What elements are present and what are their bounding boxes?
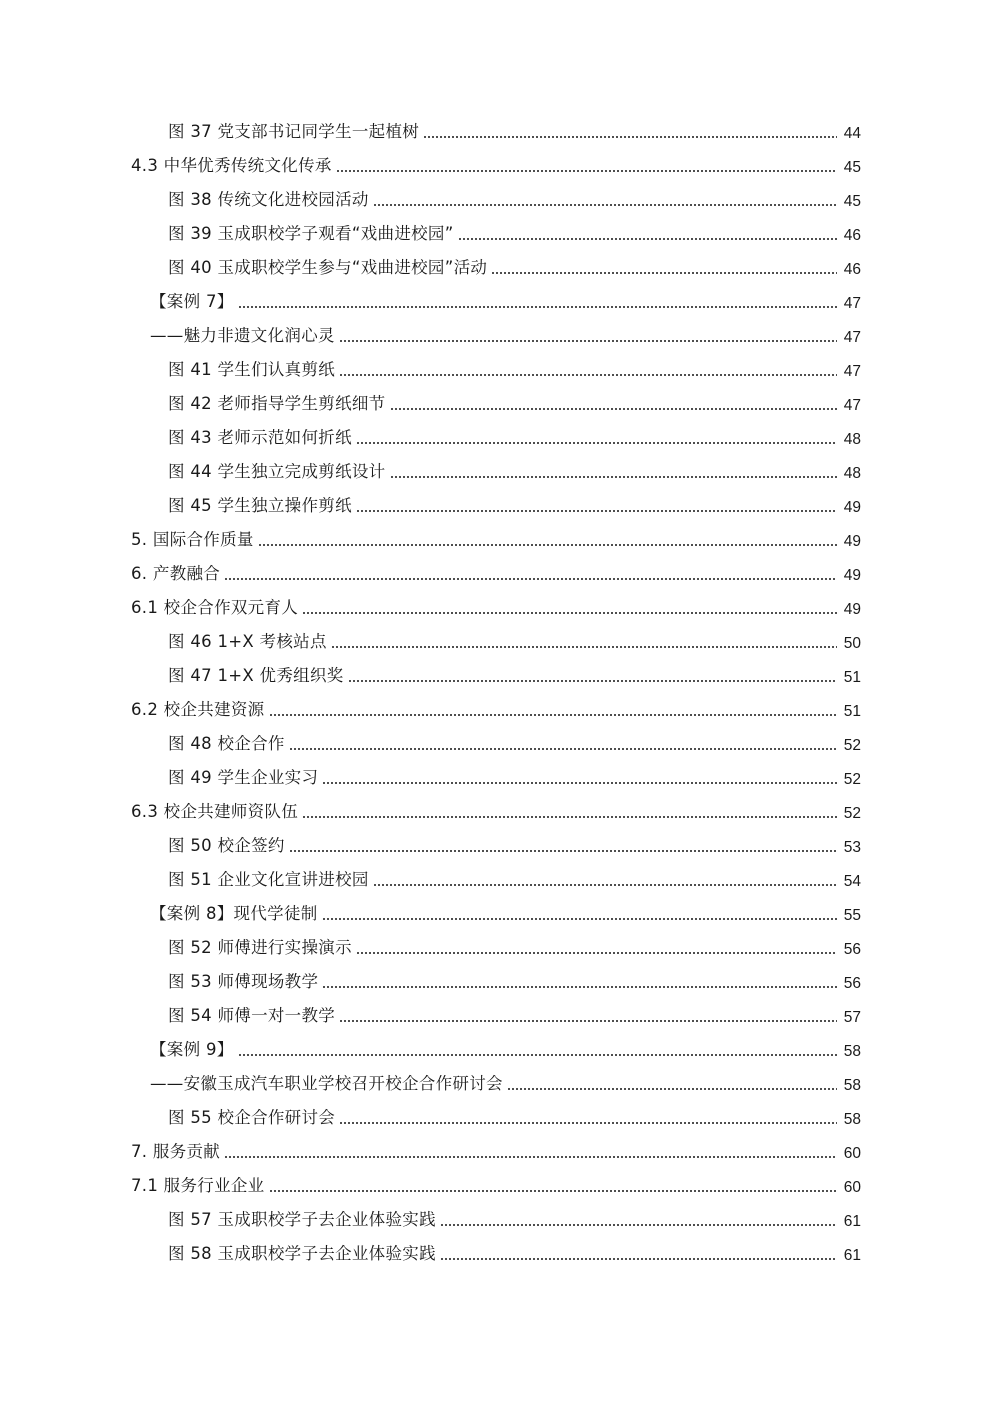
toc-entry[interactable] (150, 286, 861, 312)
toc-entry-page: 45 (843, 193, 861, 210)
toc-entry[interactable] (131, 796, 861, 822)
toc-entry[interactable] (131, 694, 861, 720)
toc-entry-title: 图 41 学生们认真剪纸 (168, 360, 336, 379)
toc-leader-dots (356, 441, 837, 445)
toc-entry-title: 图 44 学生独立完成剪纸设计 (168, 462, 386, 481)
toc-entry-title: 图 51 企业文化宣讲进校园 (168, 870, 369, 889)
toc-entry-title: 图 37 党支部书记同学生一起植树 (168, 122, 420, 141)
toc-entry-title: 图 58 玉成职校学子去企业体验实践 (168, 1244, 436, 1263)
toc-leader-dots (336, 169, 837, 173)
toc-leader-dots (238, 1053, 837, 1057)
toc-entry[interactable] (168, 626, 861, 652)
toc-leader-dots (373, 203, 837, 207)
toc-entry-page: 52 (843, 805, 861, 822)
toc-entry-title: 6.3 校企共建师资队伍 (131, 802, 299, 821)
toc-leader-dots (339, 1121, 837, 1125)
toc-entry-title: 4.3 中华优秀传统文化传承 (131, 156, 332, 175)
toc-leader-dots (224, 577, 837, 581)
toc-leader-dots (356, 951, 837, 955)
toc-leader-dots (339, 373, 837, 377)
toc-leader-dots (238, 305, 837, 309)
toc-leader-dots (373, 883, 837, 887)
toc-entry[interactable] (150, 320, 861, 346)
toc-entry[interactable] (168, 116, 861, 142)
toc-leader-dots (258, 543, 837, 547)
toc-entry[interactable] (131, 592, 861, 618)
toc-leader-dots (302, 815, 837, 819)
toc-leader-dots (440, 1223, 837, 1227)
toc-entry-page: 52 (843, 771, 861, 788)
toc-entry-title: 6.2 校企共建资源 (131, 700, 265, 719)
toc-entry-page: 46 (843, 261, 861, 278)
toc-entry[interactable] (168, 762, 861, 788)
toc-entry-page: 49 (843, 601, 861, 618)
toc-entry[interactable] (168, 728, 861, 754)
toc-entry-page: 53 (843, 839, 861, 856)
toc-leader-dots (331, 645, 837, 649)
toc-entry-title: 6.1 校企合作双元育人 (131, 598, 299, 617)
toc-entry-page: 47 (843, 397, 861, 414)
toc-entry-page: 52 (843, 737, 861, 754)
toc-entry-title: ——魅力非遗文化润心灵 (150, 326, 335, 345)
toc-entry[interactable] (168, 1238, 861, 1264)
toc-entry-title: 图 57 玉成职校学子去企业体验实践 (168, 1210, 436, 1229)
toc-entry-page: 58 (843, 1111, 861, 1128)
toc-leader-dots (289, 849, 837, 853)
toc-entry-page: 58 (843, 1043, 861, 1060)
toc-entry[interactable] (131, 150, 861, 176)
toc-entry-title: 【案例 8】现代学徒制 (150, 904, 318, 923)
toc-entry[interactable] (168, 830, 861, 856)
toc-entry[interactable] (168, 660, 861, 686)
toc-entry-title: 5. 国际合作质量 (131, 530, 254, 549)
toc-entry-page: 60 (843, 1179, 861, 1196)
toc-entry-page: 61 (843, 1213, 861, 1230)
toc-entry[interactable] (131, 1170, 861, 1196)
toc-leader-dots (289, 747, 837, 751)
toc-entry[interactable] (168, 1000, 861, 1026)
toc-entry-page: 47 (843, 363, 861, 380)
toc-entry[interactable] (168, 252, 861, 278)
toc-entry-page: 49 (843, 499, 861, 516)
toc-entry-page: 51 (843, 703, 861, 720)
toc-entry[interactable] (168, 1204, 861, 1230)
toc-leader-dots (322, 917, 837, 921)
toc-entry-title: 图 38 传统文化进校园活动 (168, 190, 369, 209)
toc-entry-title: 图 46 1+X 考核站点 (168, 632, 327, 651)
toc-leader-dots (507, 1087, 837, 1091)
toc-entry-title: 7.1 服务行业企业 (131, 1176, 265, 1195)
toc-leader-dots (491, 271, 837, 275)
toc-entry[interactable] (168, 184, 861, 210)
toc-entry[interactable] (150, 1068, 861, 1094)
toc-entry[interactable] (150, 898, 861, 924)
toc-entry-page: 47 (843, 295, 861, 312)
toc-leader-dots (322, 985, 837, 989)
toc-entry-page: 47 (843, 329, 861, 346)
toc-entry[interactable] (168, 490, 861, 516)
toc-leader-dots (390, 407, 838, 411)
toc-entry-page: 48 (843, 431, 861, 448)
toc-entry-title: 图 52 师傅进行实操演示 (168, 938, 352, 957)
toc-entry[interactable] (168, 456, 861, 482)
toc-leader-dots (269, 713, 838, 717)
toc-entry-title: 图 49 学生企业实习 (168, 768, 319, 787)
toc-entry-title: 图 42 老师指导学生剪纸细节 (168, 394, 386, 413)
toc-entry-page: 50 (843, 635, 861, 652)
toc-entry-page: 49 (843, 533, 861, 550)
toc-leader-dots (322, 781, 837, 785)
toc-entry-page: 44 (843, 125, 861, 142)
toc-entry-title: 图 47 1+X 优秀组织奖 (168, 666, 344, 685)
toc-entry[interactable] (168, 1102, 861, 1128)
toc-entry-page: 56 (843, 975, 861, 992)
toc-entry-page: 58 (843, 1077, 861, 1094)
toc-entry[interactable] (131, 558, 861, 584)
toc-leader-dots (224, 1155, 837, 1159)
toc-entry-page: 51 (843, 669, 861, 686)
toc-entry-title: 图 50 校企签约 (168, 836, 285, 855)
toc-entry[interactable] (168, 932, 861, 958)
toc-entry[interactable] (131, 524, 861, 550)
toc-entry-title: 图 48 校企合作 (168, 734, 285, 753)
toc-entry-page: 46 (843, 227, 861, 244)
toc-entry-title: 图 43 老师示范如何折纸 (168, 428, 352, 447)
toc-entry-page: 45 (843, 159, 861, 176)
toc-entry[interactable] (131, 1136, 861, 1162)
toc-entry-title: 图 39 玉成职校学子观看“戏曲进校园” (168, 224, 454, 243)
toc-entry-page: 55 (843, 907, 861, 924)
toc-entry[interactable] (168, 218, 861, 244)
toc-entry-page: 57 (843, 1009, 861, 1026)
toc-entry[interactable] (168, 422, 861, 448)
toc-entry[interactable] (168, 388, 861, 414)
toc-entry-title: 图 45 学生独立操作剪纸 (168, 496, 352, 515)
toc-entry-title: 【案例 9】 (150, 1040, 234, 1059)
toc-entry-page: 60 (843, 1145, 861, 1162)
toc-entry-title: 图 40 玉成职校学生参与“戏曲进校园”活动 (168, 258, 488, 277)
toc-entry[interactable] (168, 966, 861, 992)
toc-leader-dots (348, 679, 837, 683)
toc-leader-dots (339, 339, 837, 343)
toc-leader-dots (423, 135, 837, 139)
toc-entry-title: 图 54 师傅一对一教学 (168, 1006, 336, 1025)
toc-entry-page: 56 (843, 941, 861, 958)
toc-entry-title: 6. 产教融合 (131, 564, 221, 583)
toc-leader-dots (440, 1257, 837, 1261)
toc-entry-title: 图 53 师傅现场教学 (168, 972, 319, 991)
toc-entry-page: 61 (843, 1247, 861, 1264)
toc-entry-title: ——安徽玉成汽车职业学校召开校企合作研讨会 (150, 1074, 503, 1093)
toc-entry[interactable] (168, 864, 861, 890)
toc-leader-dots (269, 1189, 838, 1193)
toc-leader-dots (302, 611, 837, 615)
toc-entry[interactable] (168, 354, 861, 380)
toc-entry-page: 48 (843, 465, 861, 482)
toc-leader-dots (390, 475, 838, 479)
toc-entry-page: 54 (843, 873, 861, 890)
toc-leader-dots (356, 509, 837, 513)
toc-entry-title: 【案例 7】 (150, 292, 234, 311)
toc-entry-title: 7. 服务贡献 (131, 1142, 221, 1161)
toc-leader-dots (339, 1019, 837, 1023)
toc-entry-page: 49 (843, 567, 861, 584)
toc-entry[interactable] (150, 1034, 861, 1060)
toc-entry-title: 图 55 校企合作研讨会 (168, 1108, 336, 1127)
toc-leader-dots (458, 237, 837, 241)
